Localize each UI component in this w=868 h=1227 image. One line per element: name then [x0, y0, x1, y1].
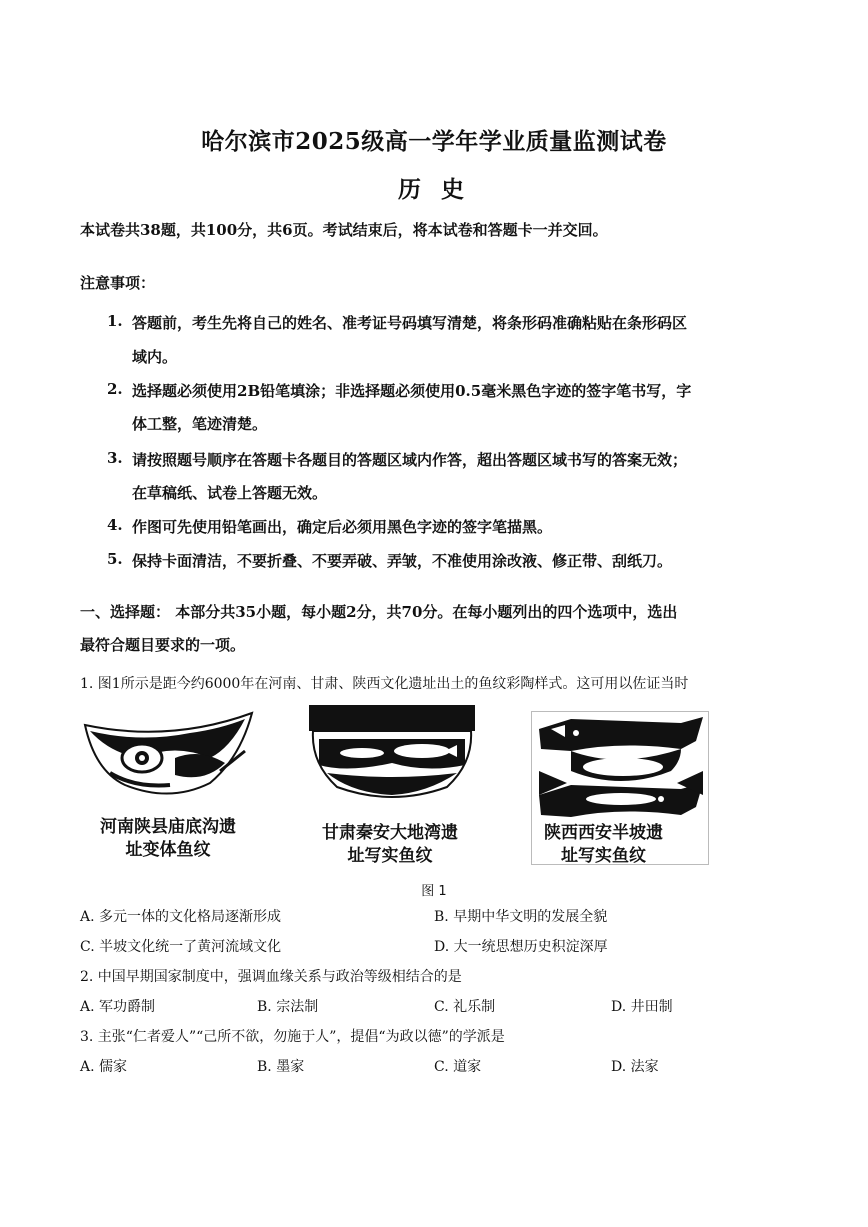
section-heading-cont: 最符合题目要求的一项。	[80, 636, 246, 654]
note-number: 4.	[107, 516, 123, 534]
option-b: B. 宗法制	[257, 999, 319, 1015]
note-text-cont: 在草稿纸、试卷上答题无效。	[132, 484, 328, 502]
option-d: D. 井田制	[611, 999, 673, 1015]
figure-caption-line: 址写实鱼纹	[347, 846, 433, 866]
question-stem: 1. 图1所示是距今约6000年在河南、甘肃、陕西文化遗址出土的鱼纹彩陶样式。这可用以佐证当时	[80, 676, 689, 692]
abstract-fish-pottery-icon	[80, 703, 260, 803]
option-a: A. 儒家	[80, 1059, 128, 1075]
note-text-cont: 体工整，笔迹清楚。	[132, 415, 268, 433]
figure-caption-line: 甘肃秦安大地湾遗	[322, 823, 458, 843]
exam-intro: 本试卷共38题，共100分，共6页。考试结束后，将本试卷和答题卡一并交回。	[80, 221, 608, 239]
note-text: 保持卡面清洁，不要折叠、不要弄破、弄皱，不准使用涂改液、修正带、刮纸刀。	[132, 552, 673, 570]
figure-caption-line: 陕西西安半坡遗	[544, 823, 663, 843]
note-text: 作图可先使用铅笔画出，确定后必须用黑色字迹的签字笔描黑。	[132, 518, 553, 536]
option-c: C. 道家	[434, 1059, 482, 1075]
option-c: C. 半坡文化统一了黄河流域文化	[80, 939, 282, 955]
question-stem: 3. 主张“仁者爱人”“己所不欲，勿施于人”，提倡“为政以德”的学派是	[80, 1029, 505, 1045]
subject-title: 历 史	[397, 176, 470, 203]
figure-caption	[322, 822, 458, 868]
fish-bowl-pottery-icon	[307, 703, 477, 808]
note-number: 3.	[107, 449, 123, 467]
note-number: 2.	[107, 380, 123, 398]
figure-caption	[544, 822, 663, 868]
option-b: B. 墨家	[257, 1059, 305, 1075]
figure-caption-line: 址变体鱼纹	[125, 840, 211, 860]
figure-caption-line: 址写实鱼纹	[561, 846, 646, 866]
option-a: A. 军功爵制	[80, 999, 156, 1015]
option-a: A. 多元一体的文化格局逐渐形成	[80, 909, 282, 925]
figure-caption	[100, 816, 236, 862]
note-number: 1.	[107, 312, 123, 330]
note-text: 请按照题号顺序在答题卡各题目的答题区域内作答，超出答题区域书写的答案无效；	[132, 451, 688, 469]
note-text-cont: 域内。	[132, 348, 178, 366]
option-c: C. 礼乐制	[434, 999, 496, 1015]
note-text: 答题前，考生先将自己的姓名、准考证号码填写清楚，将条形码准确粘贴在条形码区	[132, 314, 688, 332]
option-d: D. 大一统思想历史积淀深厚	[434, 939, 608, 955]
note-text: 选择题必须使用2B铅笔填涂；非选择题必须使用0.5毫米黑色字迹的签字笔书写，字	[132, 382, 692, 400]
note-number: 5.	[107, 550, 123, 568]
figure-caption-line: 河南陕县庙底沟遗	[100, 817, 236, 837]
question-stem: 2. 中国早期国家制度中，强调血缘关系与政治等级相结合的是	[80, 969, 462, 985]
notes-heading: 注意事项：	[80, 274, 156, 292]
figure-label: 图 1	[421, 884, 447, 899]
option-d: D. 法家	[611, 1059, 659, 1075]
page-title: 哈尔滨市2025级高一学年学业质量监测试卷	[201, 128, 667, 155]
section-heading: 一、选择题： 本部分共35小题，每小题2分，共70分。在每小题列出的四个选项中，选出	[80, 603, 678, 621]
option-b: B. 早期中华文明的发展全貌	[434, 909, 608, 925]
